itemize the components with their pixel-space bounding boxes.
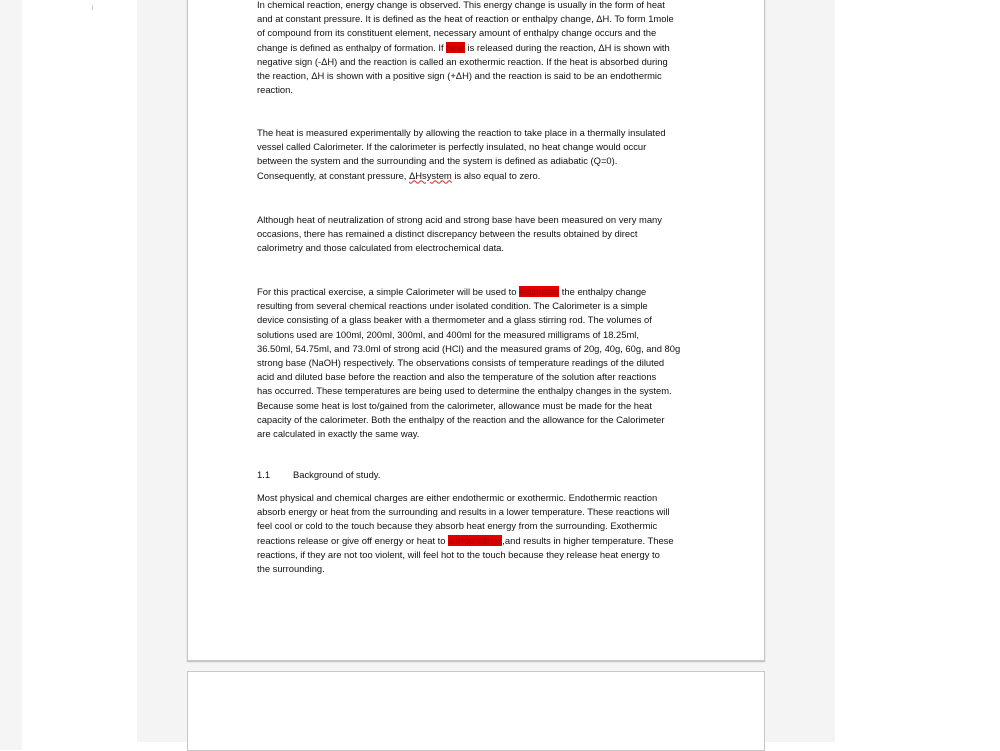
section-number: 1.1 bbox=[257, 469, 271, 480]
text-line bbox=[257, 26, 717, 40]
text-line bbox=[257, 12, 717, 26]
text-line bbox=[257, 562, 717, 576]
text-segment: the enthalpy change bbox=[559, 286, 647, 297]
text-segment: The heat is measured experimentally by allowing the reaction to take place in a thermally insulated bbox=[257, 127, 666, 138]
text-segment: absorb energy or heat from the surrounding and results in a lower temperature. These reactions will bbox=[257, 506, 670, 518]
text-segment: Because some heat is lost to/gained from the calorimeter, allowance must be made for the heat bbox=[257, 399, 653, 411]
text-segment: feel cool or cold to the touch because they absorb heat energy from the surrounding. Exothermic bbox=[257, 520, 658, 532]
text-segment: For this practical exercise, a simple Calorimeter will be used to bbox=[257, 286, 520, 297]
text-line bbox=[257, 384, 717, 398]
paragraph-practical-exercise bbox=[257, 285, 717, 441]
paragraph-calorimeter bbox=[257, 126, 717, 183]
text-line bbox=[257, 241, 717, 255]
text-segment: the reaction, ΔH is shown with a positive sign (+ΔH) and the reaction is said to be an endothermic bbox=[257, 70, 662, 82]
text-segment: the surrounding. bbox=[257, 563, 325, 575]
text-segment: resulting from several chemical reactions under isolated condition. The Calorimeter is a simple bbox=[257, 300, 648, 312]
text-segment: solutions used are 100ml, 200ml, 300ml, and 400ml for the measured milligrams of 18.25ml, bbox=[257, 328, 639, 340]
text-line bbox=[257, 342, 717, 356]
text-line bbox=[257, 285, 717, 299]
pane-divider bbox=[92, 5, 93, 10]
text-segment: calorimetry and those calculated from electrochemical data. bbox=[257, 242, 504, 254]
text-segment: ,and results in higher temperature. These bbox=[502, 534, 674, 546]
text-line bbox=[257, 505, 717, 519]
text-line bbox=[257, 427, 717, 441]
highlighted-word: surroundings bbox=[448, 534, 503, 546]
text-line bbox=[257, 55, 717, 69]
highlighted-word: estimates bbox=[519, 286, 560, 297]
text-segment: device consisting of a glass beaker with a thermometer and a glass stirring rod. The volumes of bbox=[257, 314, 652, 326]
paragraph-neutralization bbox=[257, 213, 717, 256]
text-line bbox=[257, 413, 717, 427]
text-line bbox=[257, 41, 717, 55]
text-segment: strong base (NaOH) respectively. The observations consists of temperature readings of the diluted bbox=[257, 357, 665, 369]
left-gutter bbox=[0, 0, 22, 750]
text-line bbox=[257, 0, 717, 12]
text-line bbox=[257, 370, 717, 384]
text-line bbox=[257, 126, 717, 140]
text-line bbox=[257, 69, 717, 83]
text-line bbox=[257, 140, 717, 154]
text-segment: are calculated in exactly the same way. bbox=[257, 428, 420, 440]
text-segment: negative sign (-ΔH) and the reaction is called an exothermic reaction. If the heat is absorbed during bbox=[257, 55, 668, 67]
spelling-error-word: ΔHsystem bbox=[409, 169, 452, 181]
text-segment: is released during the reaction, ΔH is shown with bbox=[464, 41, 670, 53]
text-segment: In chemical reaction, energy change is observed. This energy change is usually in the form of heat bbox=[257, 0, 665, 10]
document-page[interactable] bbox=[187, 0, 765, 661]
text-line bbox=[257, 154, 717, 168]
text-segment: Although heat of neutralization of strong acid and strong base have been measured on very many bbox=[257, 214, 662, 225]
text-line bbox=[257, 169, 717, 183]
next-document-page[interactable] bbox=[187, 671, 765, 751]
text-segment: Consequently, at constant pressure, bbox=[257, 169, 409, 181]
text-line bbox=[257, 399, 717, 413]
section-title: Background of study. bbox=[293, 469, 381, 480]
side-pane bbox=[22, 5, 137, 745]
text-segment: between the system and the surrounding and the system is defined as adiabatic (Q=0). bbox=[257, 155, 618, 167]
text-line bbox=[257, 548, 717, 562]
text-segment: is also equal to zero. bbox=[451, 169, 541, 181]
text-segment: Most physical and chemical charges are either endothermic or exothermic. Endothermic reaction bbox=[257, 492, 658, 503]
document-canvas[interactable] bbox=[137, 0, 835, 742]
text-segment: reactions release or give off energy or heat to bbox=[257, 534, 449, 546]
text-segment: 36.50ml, 54.75ml, and 73.0ml of strong acid (HCl) and the measured grams of 20g, 40g, 60g, and 80g bbox=[257, 342, 681, 354]
text-segment: of compound from its constituent element, necessary amount of enthalpy change occurs and the bbox=[257, 27, 657, 39]
text-line bbox=[257, 83, 717, 97]
text-segment: occasions, there has remained a distinct discrepancy between the results obtained by direct bbox=[257, 228, 638, 240]
paragraph-background bbox=[257, 491, 717, 576]
text-segment: has occurred. These temperatures are being used to determine the enthalpy changes in the system. bbox=[257, 385, 672, 397]
text-segment: reaction. bbox=[257, 84, 293, 96]
text-line bbox=[257, 356, 717, 370]
text-line bbox=[257, 519, 717, 533]
text-segment: vessel called Calorimeter. If the calorimeter is perfectly insulated, no heat change would occur bbox=[257, 141, 647, 153]
text-segment: change is defined as enthalpy of formation. If bbox=[257, 41, 447, 53]
text-segment: capacity of the calorimeter. Both the enthalpy of the reaction and the allowance for the Calorimeter bbox=[257, 413, 665, 425]
text-line bbox=[257, 227, 717, 241]
text-segment: acid and diluted base before the reaction and also the temperature of the solution after reactions bbox=[257, 371, 657, 383]
text-segment: reactions, if they are not too violent, will feel hot to the touch because they release heat energy to bbox=[257, 548, 660, 560]
text-line bbox=[257, 491, 717, 505]
text-segment: and at constant pressure. It is defined as the heat of reaction or enthalpy change, ΔH. To form 1mole bbox=[257, 13, 674, 25]
text-line bbox=[257, 534, 717, 548]
paragraph-enthalpy-intro bbox=[257, 0, 717, 97]
text-line bbox=[257, 328, 717, 342]
section-heading bbox=[257, 469, 380, 480]
highlighted-word: hear bbox=[446, 41, 465, 53]
text-line bbox=[257, 213, 717, 227]
text-line bbox=[257, 313, 717, 327]
text-line bbox=[257, 299, 717, 313]
